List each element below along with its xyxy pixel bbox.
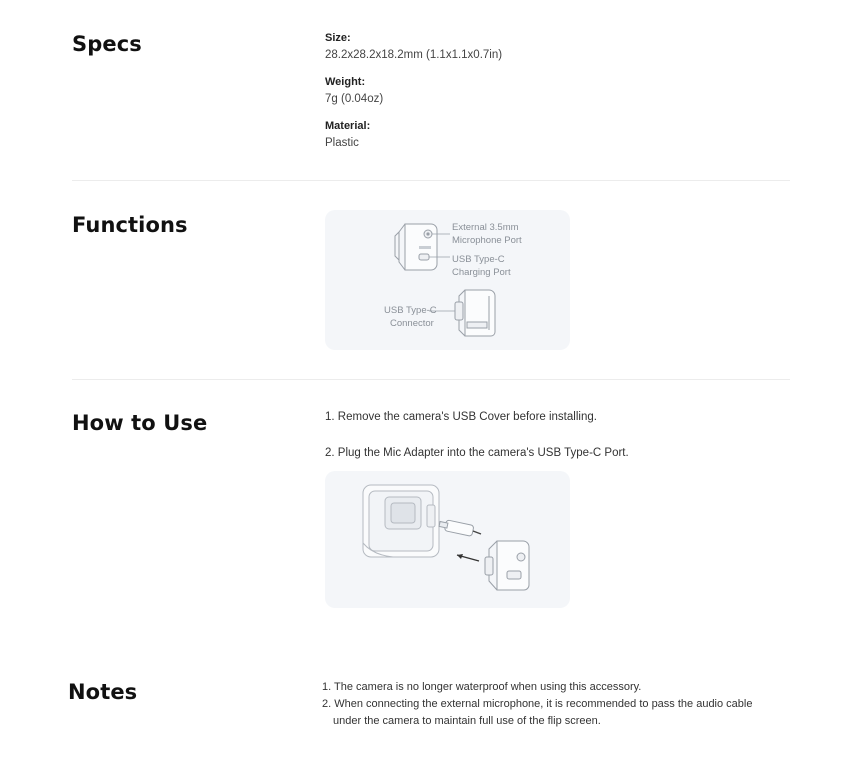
weight-value: 7g (0.04oz)	[325, 93, 384, 105]
size-value: 28.2x28.2x18.2mm (1.1x1.1x0.7in)	[325, 49, 503, 61]
install-diagram-panel	[325, 471, 570, 608]
step-2: 2. Plug the Mic Adapter into the camera's USB Type-C Port.	[325, 447, 629, 459]
callout-usb-line1: USB Type-C	[452, 254, 505, 265]
functions-heading: Functions	[72, 213, 188, 237]
callout-connector-line1: USB Type-C	[384, 305, 437, 316]
divider-functions	[72, 379, 790, 380]
specs-heading: Specs	[72, 32, 142, 56]
callout-connector-line2: Connector	[390, 318, 434, 329]
step-1: 1. Remove the camera's USB Cover before installing.	[325, 411, 597, 423]
callout-mic-line2: Microphone Port	[452, 235, 522, 246]
functions-diagram-panel	[325, 210, 570, 350]
weight-label: Weight:	[325, 76, 366, 88]
callout-usb-line2: Charging Port	[452, 267, 511, 278]
divider-specs	[72, 180, 790, 181]
note-2-continued: under the camera to maintain full use of the flip screen.	[333, 715, 601, 727]
material-value: Plastic	[325, 137, 359, 149]
how-to-use-heading: How to Use	[72, 411, 208, 435]
callout-mic-line1: External 3.5mm	[452, 222, 519, 233]
install-diagram	[325, 471, 570, 608]
note-2: 2. When connecting the external microphone, it is recommended to pass the audio cable	[322, 698, 753, 710]
material-label: Material:	[325, 120, 371, 132]
size-label: Size:	[325, 32, 351, 44]
note-1: 1. The camera is no longer waterproof when using this accessory.	[322, 681, 642, 693]
notes-heading: Notes	[68, 680, 138, 704]
mic-adapter-diagram	[325, 210, 570, 350]
